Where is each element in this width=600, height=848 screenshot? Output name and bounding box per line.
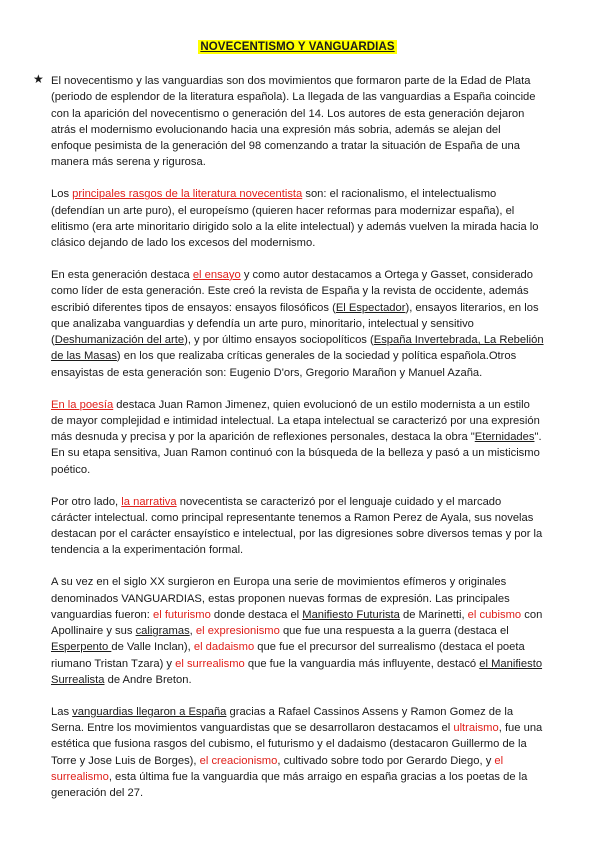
title-container bbox=[51, 37, 544, 55]
highlight-narrativa: la narrativa bbox=[121, 495, 177, 508]
highlight-vanguardias-espana: vanguardias llegaron a España bbox=[72, 705, 227, 718]
highlight-ensayo: el ensayo bbox=[192, 268, 241, 281]
paragraph-vanguardias: A su vez en el siglo XX surgieron en Europa una serie de movimientos efímeros y originales denominados VANGUARDIAS, estas proponen nuevas formas de expresión. Las principales vanguardias fueron: el futurismo donde destaca el Manifiesto Futurista de Marinetti, el cubismo con Apollinaire y sus caligramas, el expresionismo que fue una respuesta a la guerra (destaca el Esperpento de Valle Inclan), el dadaismo que fue el precursor del surrealismo (destaca el poeta riumano Tristan Tzara) y el surrealismo que fue la vanguardia más influyente, destacó el Manifiesto Surrealista de Andre Breton. bbox=[51, 576, 543, 686]
intro-block bbox=[33, 72, 544, 186]
paragraph-vanguardias-espana: Las vanguardias llegaron a España gracias a Rafael Cassinos Assens y Ramon Gomez de la Serna. Entre los movimientos vanguardistas que se desarrollaron destacamos el ultraismo, fue una estética que fusiona rasgos del cubismo, el futurismo y el dadaismo (destacaron Guillermo de la Torre y Jose Luis de Borges), el creacionismo, cultivado sobre todo por Gerardo Diego, y el surrealismo, esta última fue la vanguardia que más arraigo en españa gracias a los poetas de la generación del 27. bbox=[51, 705, 543, 800]
term-surrealismo-espana: el surrealismo bbox=[51, 754, 504, 783]
paragraph-narrativa: Por otro lado, la narrativa novecentista se caracterizó por el lenguaje cuidado y el marcado cárácter intelectual. como principal representante tenemos a Ramon Perez de Ayala, sus novelas destacan por el carácter ensayístico e intelectual, por las digresiones sobre diversos temas y por la tendencia a la experimentación formal. bbox=[51, 495, 543, 557]
work-manifiesto-futurista: Manifiesto Futurista bbox=[302, 608, 400, 621]
term-creacionismo: el creacionismo bbox=[199, 754, 278, 767]
paragraph-intro: El novecentismo y las vanguardias son dos movimientos que formaron parte de la Edad de Plata (periodo de esplendor de la literatura española). La llegada de las vanguardias a España coincide con la aparición del novecentismo o generación del 14. Los autores de esta generación dejaron atrás el modernismo evolucionando hacia una expresión más sobria, además se alejan del enfoque pesimista de la generación del 98 comenzando a tratar la situación de España de una manera más serena y rigurosa. bbox=[51, 75, 536, 169]
term-futurismo: el futurismo bbox=[153, 608, 211, 621]
work-manifiesto-surrealista: el Manifiesto Surrealista bbox=[51, 657, 543, 686]
paragraph-ensayo: En esta generación destaca el ensayo y como autor destacamos a Ortega y Gasset, considerado como líder de esta generación. Este creó la revista de España y la revista de occidente, además escribió diferentes tipos de ensayos: ensayos filosóficos (El Espectador), ensayos literarios, en los que analizaba vanguardias y defendía un arte puro, minoritario, intelectual y sensitivo (Deshumanización del arte), y por último ensayos sociopolíticos (España Invertebrada, La Rebelión de las Masas) en los que realizaba críticas generales de la sociedad y política española.Otros ensayistas de esta generación son: Eugenio D'ors, Gregorio Marañon y Manuel Azaña. bbox=[51, 268, 544, 379]
work-eternidades: Eternidades bbox=[474, 431, 535, 444]
work-esperpento: Esperpento bbox=[51, 641, 112, 654]
star-bullet-icon: ★ bbox=[33, 72, 44, 86]
paragraph-poesia: En la poesía destaca Juan Ramon Jimenez, quien evolucionó de un estilo modernista a un estilo de mayor complejidad e intimidad intelectual. La etapa intelectual se caracterizó por una expresión más desnuda y precisa y por la aparición de reflexiones personales, destaca la obra "Eternidades". En su etapa sensitiva, Juan Ramon continuó con la búsqueda de la belleza y pasó a un misticismo poético. bbox=[51, 398, 542, 476]
term-surrealismo: el surrealismo bbox=[175, 657, 245, 670]
work-el-espectador: El Espectador bbox=[335, 301, 406, 314]
page-title: NOVECENTISMO Y VANGUARDIAS bbox=[200, 41, 395, 53]
term-cubismo: el cubismo bbox=[467, 608, 522, 621]
paragraph-rasgos: Los principales rasgos de la literatura novecentista son: el racionalismo, el intelectualismo (defendían un arte puro), el europeísmo (quieren hacer reformas para modernizar españa), el elitismo (era arte minoritario dirigido solo a la elite intelectual) y además vuelven la mirada hacia lo clásico dejando de lado los excesos del modernismo. bbox=[51, 188, 539, 250]
term-expresionismo: el expresionismo bbox=[195, 625, 280, 638]
term-dadaismo: el dadaismo bbox=[193, 641, 255, 654]
work-deshumanizacion: Deshumanización del arte bbox=[54, 334, 185, 347]
term-ultraismo: ultraismo bbox=[453, 722, 499, 735]
highlight-rasgos: principales rasgos de la literatura novecentista bbox=[72, 188, 303, 201]
work-espana-invertebrada: España Invertebrada, La Rebelión de las Masas bbox=[51, 334, 544, 363]
work-caligramas: caligramas bbox=[135, 625, 190, 638]
highlight-poesia: En la poesía bbox=[51, 398, 114, 411]
